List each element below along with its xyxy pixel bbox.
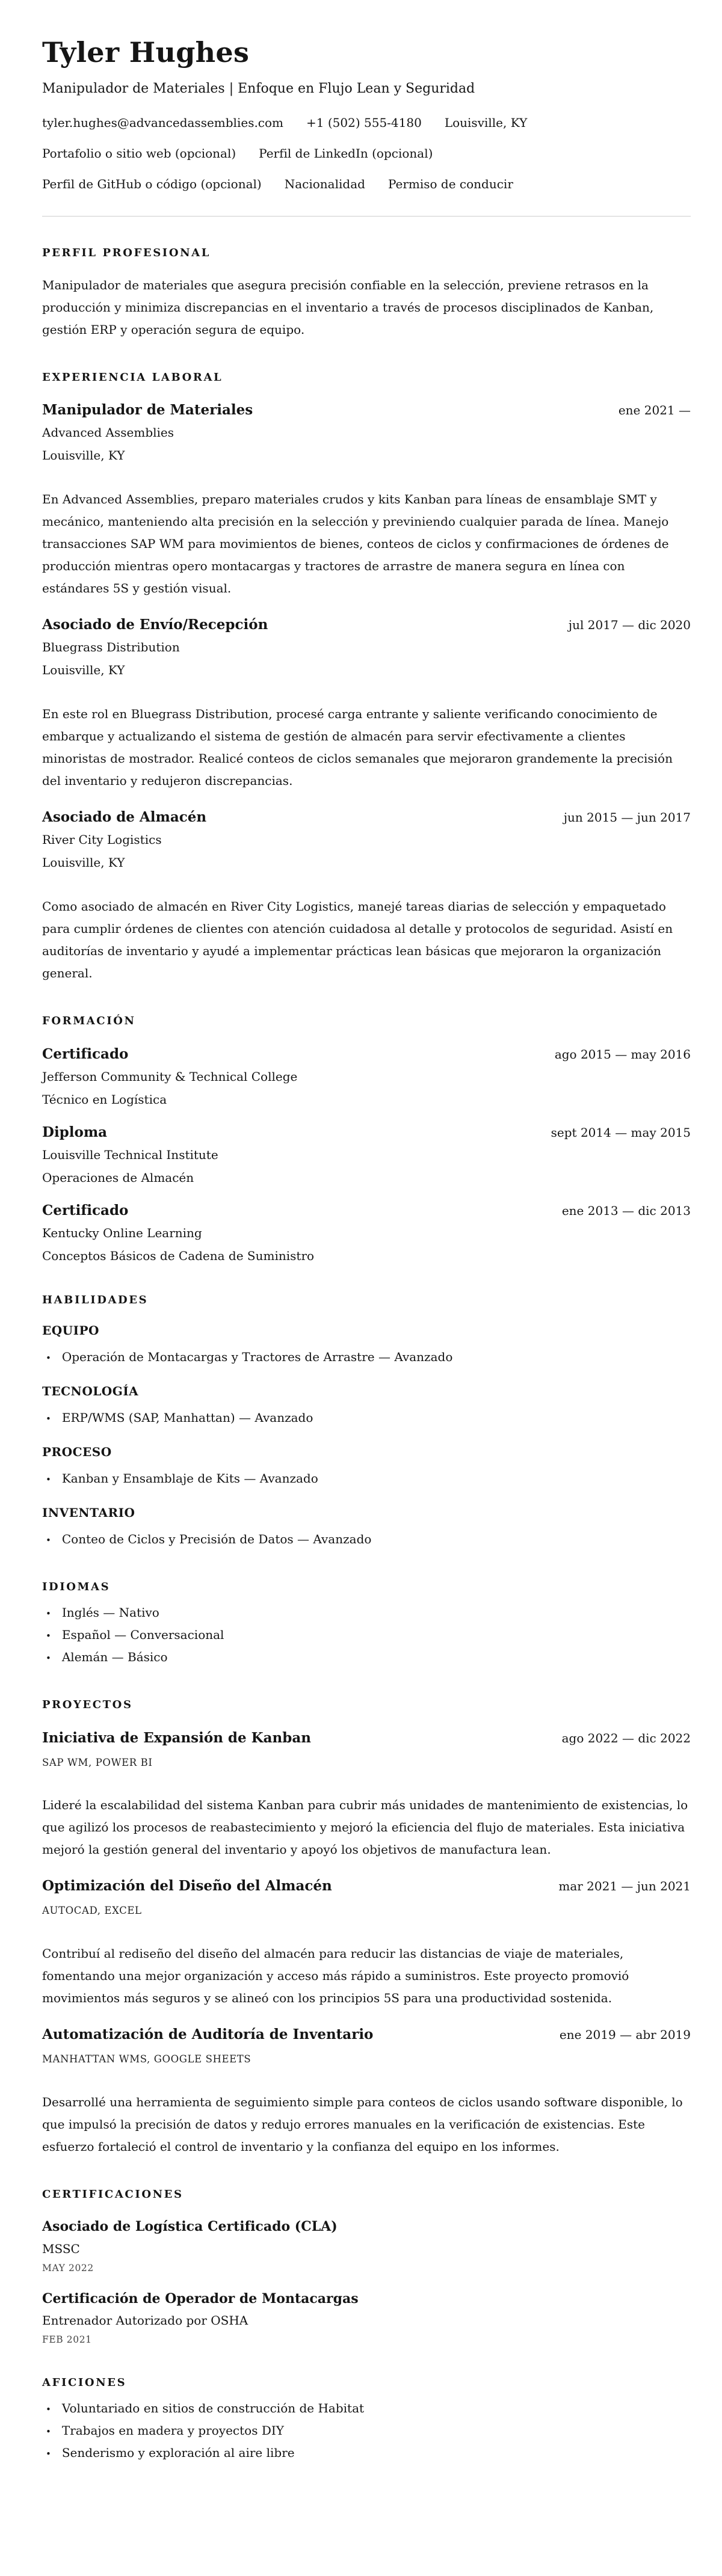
contact-row-1 [42,115,691,131]
skill-item [42,1407,691,1429]
section-hobbies [42,2375,691,2464]
project-entry [42,2025,691,2158]
education-section-title: FORMACIÓN [42,1015,136,1028]
certifications-section-title: CERTIFICACIONES [42,2187,184,2201]
education-dates: sept 2014 — may 2015 [551,1125,691,1140]
hobby-item-text: Trabajos en madera y proyectos DIY [61,2423,284,2438]
section-skills [42,1293,691,1551]
job-entry [42,615,691,792]
skills-section-title: HABILIDADES [42,1294,149,1307]
contact-linkedin: Perfil de LinkedIn (opcional) [259,146,433,161]
bullet-icon: • [46,1535,51,1546]
education-entry [42,1045,691,1107]
skill-list [42,1468,691,1490]
skill-group [42,1443,691,1490]
job-title: Asociado de Almacén [42,809,207,826]
education-field: Técnico en Logística [42,1092,167,1107]
certification-issuer: Entrenador Autorizado por OSHA [42,2313,248,2328]
skill-list [42,1407,691,1429]
profile-summary: Manipulador de materiales que asegura precisión confiable en la selección, previene retrasos en la producción y minimiza discrepancias en el inventario a través de procesos disciplinados de Kanban, gestión ERP y operación segura de equipo. [42,277,654,337]
contact-portfolio: Portafolio o sitio web (opcional) [42,146,236,161]
education-entry-head [42,1201,691,1220]
project-entry-head [42,2025,691,2044]
skill-item-text: ERP/WMS (SAP, Manhattan) — Avanzado [61,1410,313,1425]
bullet-icon: • [46,1653,51,1664]
language-item [42,1646,691,1668]
project-tech: MANHATTAN WMS, GOOGLE SHEETS [42,2053,251,2065]
skill-group-title: INVENTARIO [42,1505,135,1520]
education-degree: Certificado [42,1202,129,1219]
certification-name: Certificación de Operador de Montacargas [42,2290,359,2307]
section-profile [42,245,691,340]
hobbies-section-title: AFICIONES [42,2376,127,2389]
certification-date: MAY 2022 [42,2262,94,2273]
skill-item [42,1528,691,1551]
job-location: Louisville, KY [42,855,125,870]
candidate-tagline: Manipulador de Materiales | Enfoque en Flujo Lean y Seguridad [42,81,475,96]
section-languages [42,1579,691,1668]
project-title: Automatización de Auditoría de Inventario [42,2026,374,2043]
job-description: En Advanced Assemblies, preparo materiales crudos y kits Kanban para líneas de ensamblaje SMT y mecánico, manteniendo alta precisión en la selección y previniendo cualquier parada de línea. Manejo transacciones SAP WM para movimientos de bienes, conteos de ciclos y confirmaciones de órdenes de producción mientras opero montacargas y tractores de arrastre de manera segura en línea con estándares 5S y gestión visual. [42,491,669,595]
skill-group [42,1383,691,1429]
bullet-icon: • [46,1608,51,1620]
education-entry-head [42,1123,691,1142]
hobby-item-text: Voluntariado en sitios de construcción de Habitat [61,2400,365,2415]
job-entry-head [42,401,691,420]
section-projects [42,1697,691,2157]
skill-group-title: TECNOLOGÍA [42,1384,139,1399]
job-title: Asociado de Envío/Recepción [42,616,268,633]
bullet-icon: • [46,1474,51,1486]
project-entry-head [42,1877,691,1896]
project-title: Iniciativa de Expansión de Kanban [42,1729,311,1746]
project-description: Lideré la escalabilidad del sistema Kanban para cubrir más unidades de mantenimiento de existencias, lo que agilizó los procesos de reabastecimiento y mejoró la eficiencia del flujo de materiales. Esta iniciativa mejoró la gestión general del inventario y apoyó los objetivos de manufactura lean. [42,1798,688,1857]
contact-phone: +1 (502) 555-4180 [306,115,422,131]
bullet-icon: • [46,1353,51,1364]
language-list [42,1602,691,1668]
certification-entry [42,2290,691,2346]
hobby-item [42,2397,691,2420]
job-dates: ene 2021 — [618,402,691,417]
education-school: Kentucky Online Learning [42,1226,202,1241]
certification-name: Asociado de Logística Certificado (CLA) [42,2218,338,2234]
certification-issuer: MSSC [42,2241,80,2256]
education-school: Louisville Technical Institute [42,1147,218,1162]
language-item [42,1624,691,1646]
job-location: Louisville, KY [42,447,125,463]
contact-nationality: Nacionalidad [284,177,365,192]
job-entry [42,808,691,985]
section-experience [42,370,691,985]
certification-entry [42,2218,691,2274]
project-dates: ago 2022 — dic 2022 [561,1730,691,1745]
project-entry [42,1729,691,1861]
contact-email: tyler.hughes@advancedassemblies.com [42,115,284,131]
job-company: Bluegrass Distribution [42,640,180,655]
bullet-icon: • [46,2403,51,2415]
hobby-list [42,2397,691,2464]
project-entry [42,1877,691,2009]
contact-driving-license: Permiso de conducir [387,177,513,192]
language-item-text: Alemán — Básico [61,1650,168,1665]
projects-section-title: PROYECTOS [42,1698,133,1712]
language-item-text: Inglés — Nativo [61,1605,159,1620]
education-field: Operaciones de Almacén [42,1170,194,1185]
hobby-item [42,2420,691,2442]
project-dates: mar 2021 — jun 2021 [558,1879,691,1894]
header-divider [42,216,691,217]
language-item [42,1602,691,1624]
skill-group-title: PROCESO [42,1445,112,1460]
project-description: Desarrollé una herramienta de seguimiento simple para conteos de ciclos usando software disponible, lo que impulsó la precisión de datos y redujo errores manuales en la verificación de existencias. Este esfuerzo fortaleció el control de inventario y la confianza del equipo en los informes. [42,2094,683,2154]
job-entry-head [42,808,691,827]
contact-location: Louisville, KY [444,115,528,131]
hobby-item-text: Senderismo y exploración al aire libre [61,2445,295,2460]
job-company: River City Logistics [42,832,162,847]
job-dates: jun 2015 — jun 2017 [563,810,691,825]
skill-item-text: Conteo de Ciclos y Precisión de Datos — Avanzado [61,1532,372,1547]
job-entry [42,401,691,600]
project-dates: ene 2019 — abr 2019 [559,2027,691,2042]
contact-github: Perfil de GitHub o código (opcional) [42,177,262,192]
education-entry-head [42,1045,691,1064]
skill-group [42,1504,691,1551]
language-item-text: Español — Conversacional [61,1628,224,1643]
education-entry [42,1123,691,1185]
project-entry-head [42,1729,691,1748]
bullet-icon: • [46,1413,51,1425]
job-title: Manipulador de Materiales [42,401,253,418]
contact-row-2 [42,146,691,161]
bullet-icon: • [46,2448,51,2459]
bullet-icon: • [46,2426,51,2437]
education-field: Conceptos Básicos de Cadena de Suministro [42,1249,315,1264]
section-education [42,1013,691,1264]
skill-item [42,1468,691,1490]
contact-info [42,115,691,192]
resume-header [42,37,691,217]
hobby-item [42,2442,691,2464]
skill-item-text: Kanban y Ensamblaje de Kits — Avanzado [61,1471,318,1486]
candidate-name: Tyler Hughes [42,36,250,69]
education-dates: ago 2015 — may 2016 [554,1047,691,1062]
job-dates: jul 2017 — dic 2020 [568,617,691,632]
job-location: Louisville, KY [42,663,125,678]
project-tech: AUTOCAD, EXCEL [42,1905,142,1917]
contact-row-3 [42,176,691,192]
skill-item-text: Operación de Montacargas y Tractores de Arrastre — Avanzado [61,1350,453,1365]
project-tech: SAP WM, POWER BI [42,1756,153,1768]
skill-group-title: EQUIPO [42,1323,99,1338]
education-dates: ene 2013 — dic 2013 [561,1203,691,1218]
education-entry [42,1201,691,1264]
education-degree: Diploma [42,1124,108,1140]
skill-group [42,1322,691,1368]
bullet-icon: • [46,1631,51,1642]
certification-date: FEB 2021 [42,2334,92,2346]
project-description: Contribuí al rediseño del diseño del almacén para reducir las distancias de viaje de materiales, fomentando una mejor organización y acceso más rápido a suministros. Este proyecto promovió movimientos más seguros y se alineó con los principios 5S para una productividad sostenida. [42,1946,629,2005]
job-description: Como asociado de almacén en River City Logistics, manejé tareas diarias de selección y empaquetado para cumplir órdenes de clientes con atención cuidadosa al detalle y protocolos de seguridad. Asistí en auditorías de inventario y ayudé a implementar prácticas lean básicas que mejoraron la organización general. [42,899,673,981]
job-entry-head [42,615,691,635]
experience-section-title: EXPERIENCIA LABORAL [42,370,223,384]
profile-section-title: PERFIL PROFESIONAL [42,247,211,260]
job-company: Advanced Assemblies [42,425,174,440]
skill-list [42,1528,691,1551]
languages-section-title: IDIOMAS [42,1581,111,1594]
education-degree: Certificado [42,1045,129,1062]
skill-list [42,1346,691,1368]
skill-item [42,1346,691,1368]
education-school: Jefferson Community & Technical College [42,1069,298,1084]
section-certifications [42,2187,691,2346]
project-title: Optimización del Diseño del Almacén [42,1878,332,1895]
job-description: En este rol en Bluegrass Distribution, procesé carga entrante y saliente verificando conocimiento de embarque y actualizando el sistema de gestión de almacén para servir efectivamente a clientes minoristas de mostrador. Realicé conteos de ciclos semanales que mejoraron grandemente la precisión del inventario y redujeron discrepancias. [42,707,673,788]
